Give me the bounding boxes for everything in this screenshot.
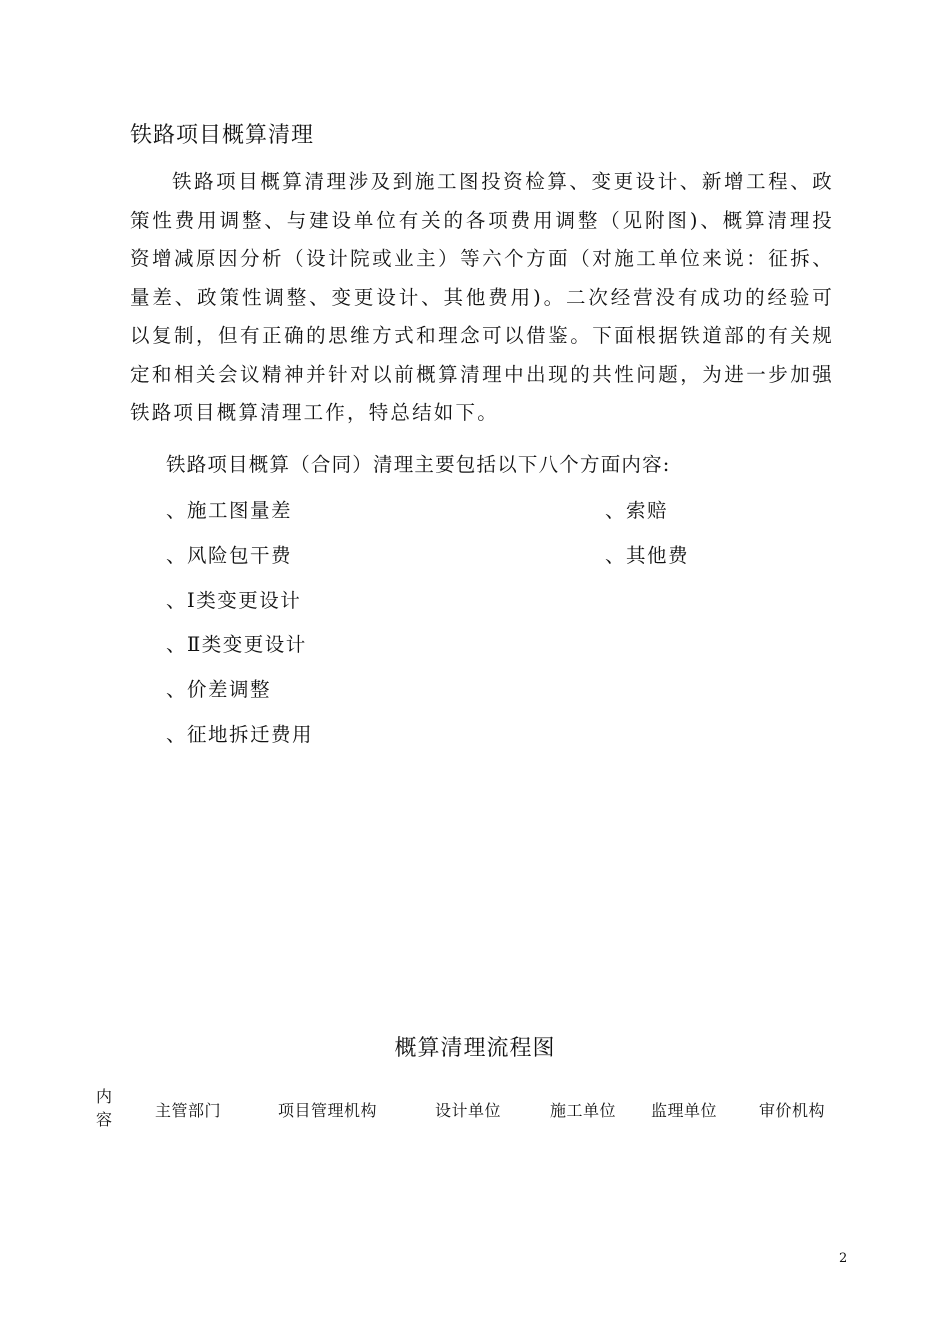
column-header-audit-agency: 审价机构: [759, 1101, 826, 1120]
flowchart-title: 概算清理流程图: [394, 1036, 556, 1061]
flowchart-row-label: 内容: [96, 1087, 113, 1129]
list-item: 、Ⅱ类变更设计: [166, 633, 307, 656]
column-header-construction-unit: 施工单位: [550, 1101, 617, 1120]
list-item: 、其他费: [605, 544, 690, 567]
page-title: 铁路项目概算清理: [130, 123, 315, 148]
list-item: 、价差调整: [166, 678, 272, 701]
page-number: 2: [839, 1251, 848, 1266]
list-item: 、风险包干费: [166, 544, 293, 567]
list-item: 、索赔: [605, 499, 669, 522]
column-header-competent-dept: 主管部门: [155, 1101, 222, 1120]
list-item: 、施工图量差: [166, 499, 293, 522]
list-item: 、征地拆迁费用: [166, 723, 314, 746]
column-header-design-unit: 设计单位: [435, 1101, 502, 1120]
column-header-project-management: 项目管理机构: [278, 1101, 378, 1120]
body-paragraph: 铁路项目概算清理涉及到施工图投资检算、变更设计、新增工程、政策性费用调整、与建设单位有关的各项费用调整（见附图)、概算清理投资增减原因分析（设计院或业主）等六个方面（对施工单位来说：征拆、量差、政策性调整、变更设计、其他费用)。二次经营没有成功的经验可以复制，但有正确的思维方式和理念可以借鉴。下面根据铁道部的有关规定和相关会议精神并针对以前概算清理中出现的共性问题，为进一步加强铁路项目概算清理工作，特总结如下。: [130, 170, 834, 424]
intro-line: 铁路项目概算（合同）清理主要包括以下八个方面内容:: [166, 453, 671, 476]
column-header-supervision-unit: 监理单位: [651, 1101, 718, 1120]
list-item: 、Ⅰ类变更设计: [166, 589, 302, 612]
